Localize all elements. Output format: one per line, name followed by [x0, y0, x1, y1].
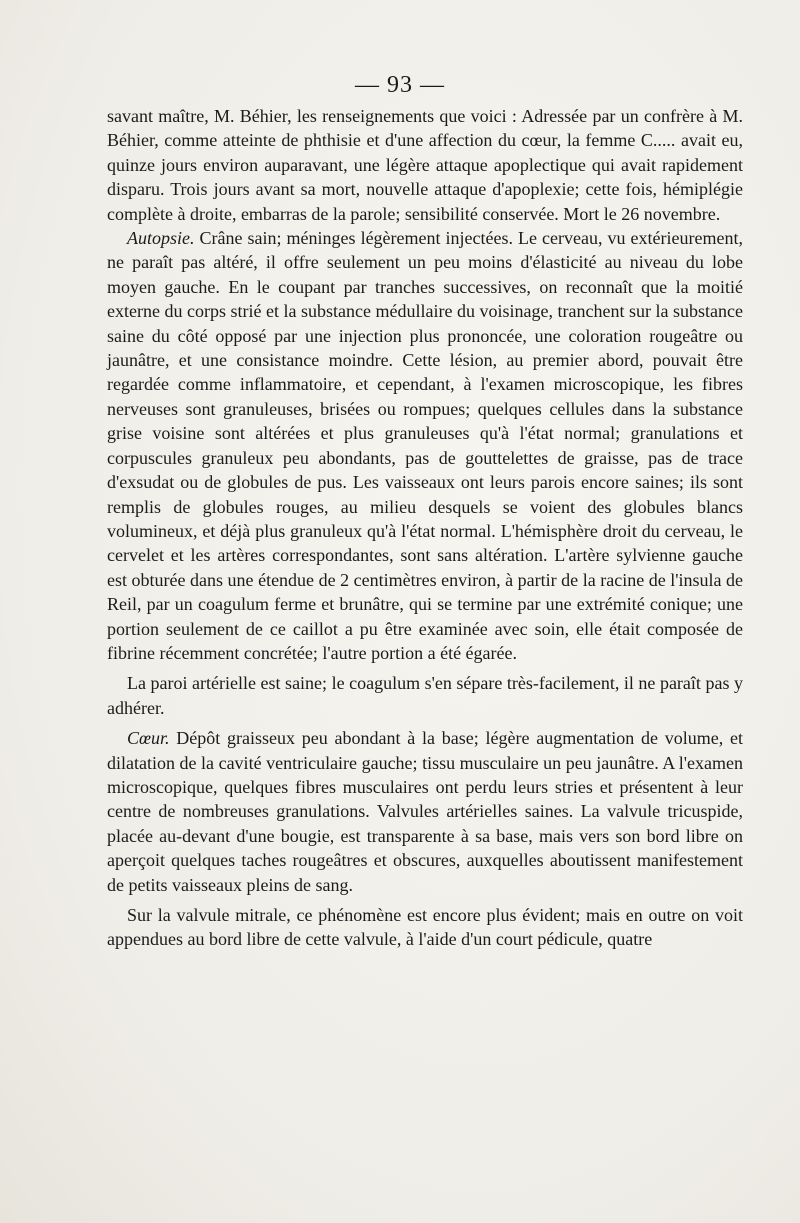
paragraph-3 [107, 671, 743, 720]
paragraph-text: savant maître, M. Béhier, les renseignements que voici : Adressée par un confrère à M. Béhier, comme atteinte de phthisie et d'une affection du cœur, la femme C..... avait eu, quinze jours environ auparavant, une légère attaque apoplectique qui avait rapidement disparu. Trois jours avant sa mort, nouvelle attaque d'apoplexie; cette fois, hémiplégie complète à droite, embarras de la parole; sensibilité conservée. Mort le 26 novembre. [107, 106, 743, 224]
paragraph-text: Crâne sain; méninges légèrement injectées. Le cerveau, vu extérieurement, ne paraît pas altéré, il offre seulement un peu moins d'élasticité au niveau du lobe moyen gauche. En le coupant par tranches successives, on reconnaît que la moitié externe du corps strié et la substance médullaire du voisinage, tranchent sur la substance saine du côté opposé par une injection plus prononcée, une coloration rougeâtre ou jaunâtre, et une consistance moindre. Cette lésion, au premier abord, pouvait être regardée comme inflammatoire, et cependant, à l'examen microscopique, les fibres nerveuses sont granuleuses, brisées ou rompues; quelques cellules dans la substance grise voisine sont altérées et plus granuleuses qu'à l'état normal; granulations et corpuscules granuleux peu abondants, pas de gouttelettes de graisse, pas de trace d'exsudat ou de globules de pus. Les vaisseaux ont leurs parois encore saines; ils sont remplis de globules rouges, au milieu desquels se voient des globules blancs volumineux, et déjà plus granuleux qu'à l'état normal. L'hémisphère droit du cerveau, le cervelet et les artères correspondantes, sont sans altération. L'artère sylvienne gauche est obturée dans une étendue de 2 centimètres environ, à partir de la racine de l'insula de Reil, par un coagulum ferme et brunâtre, qui se termine par une extrémité conique; une portion seulement de ce caillot a pu être examinée avec soin, elle était composée de fibrine récemment concrétée; l'autre portion a été égarée. [107, 228, 743, 663]
paragraph-autopsie [107, 226, 743, 665]
body-text [107, 104, 743, 952]
section-lead: Autopsie. [127, 228, 195, 249]
paragraph-text: Sur la valvule mitrale, ce phénomène est encore plus évident; mais en outre on voit appendues au bord libre de cette valvule, à l'aide d'un court pédicule, quatre [107, 905, 743, 950]
paragraph-text: La paroi artérielle est saine; le coagulum s'en sépare très-facilement, il ne paraît pas y adhérer. [107, 673, 743, 718]
paragraph-coeur [107, 726, 743, 897]
paragraph-5 [107, 903, 743, 952]
paragraph-1 [107, 104, 743, 226]
page-number: — 93 — [355, 72, 445, 98]
section-lead: Cœur. [127, 728, 170, 749]
paragraph-text: Dépôt graisseux peu abondant à la base; légère augmentation de volume, et dilatation de la cavité ventriculaire gauche; tissu musculaire un peu jaunâtre. A l'examen microscopique, quelques fibres musculaires ont perdu leurs stries et présentent à leur centre de nombreuses granulations. Valvules artérielles saines. La valvule tricuspide, placée au-devant d'une bougie, est transparente à sa base, mais vers son bord libre on aperçoit quelques taches rougeâtres et obscures, auxquelles aboutissent manifestement de petits vaisseaux pleins de sang. [107, 728, 744, 895]
